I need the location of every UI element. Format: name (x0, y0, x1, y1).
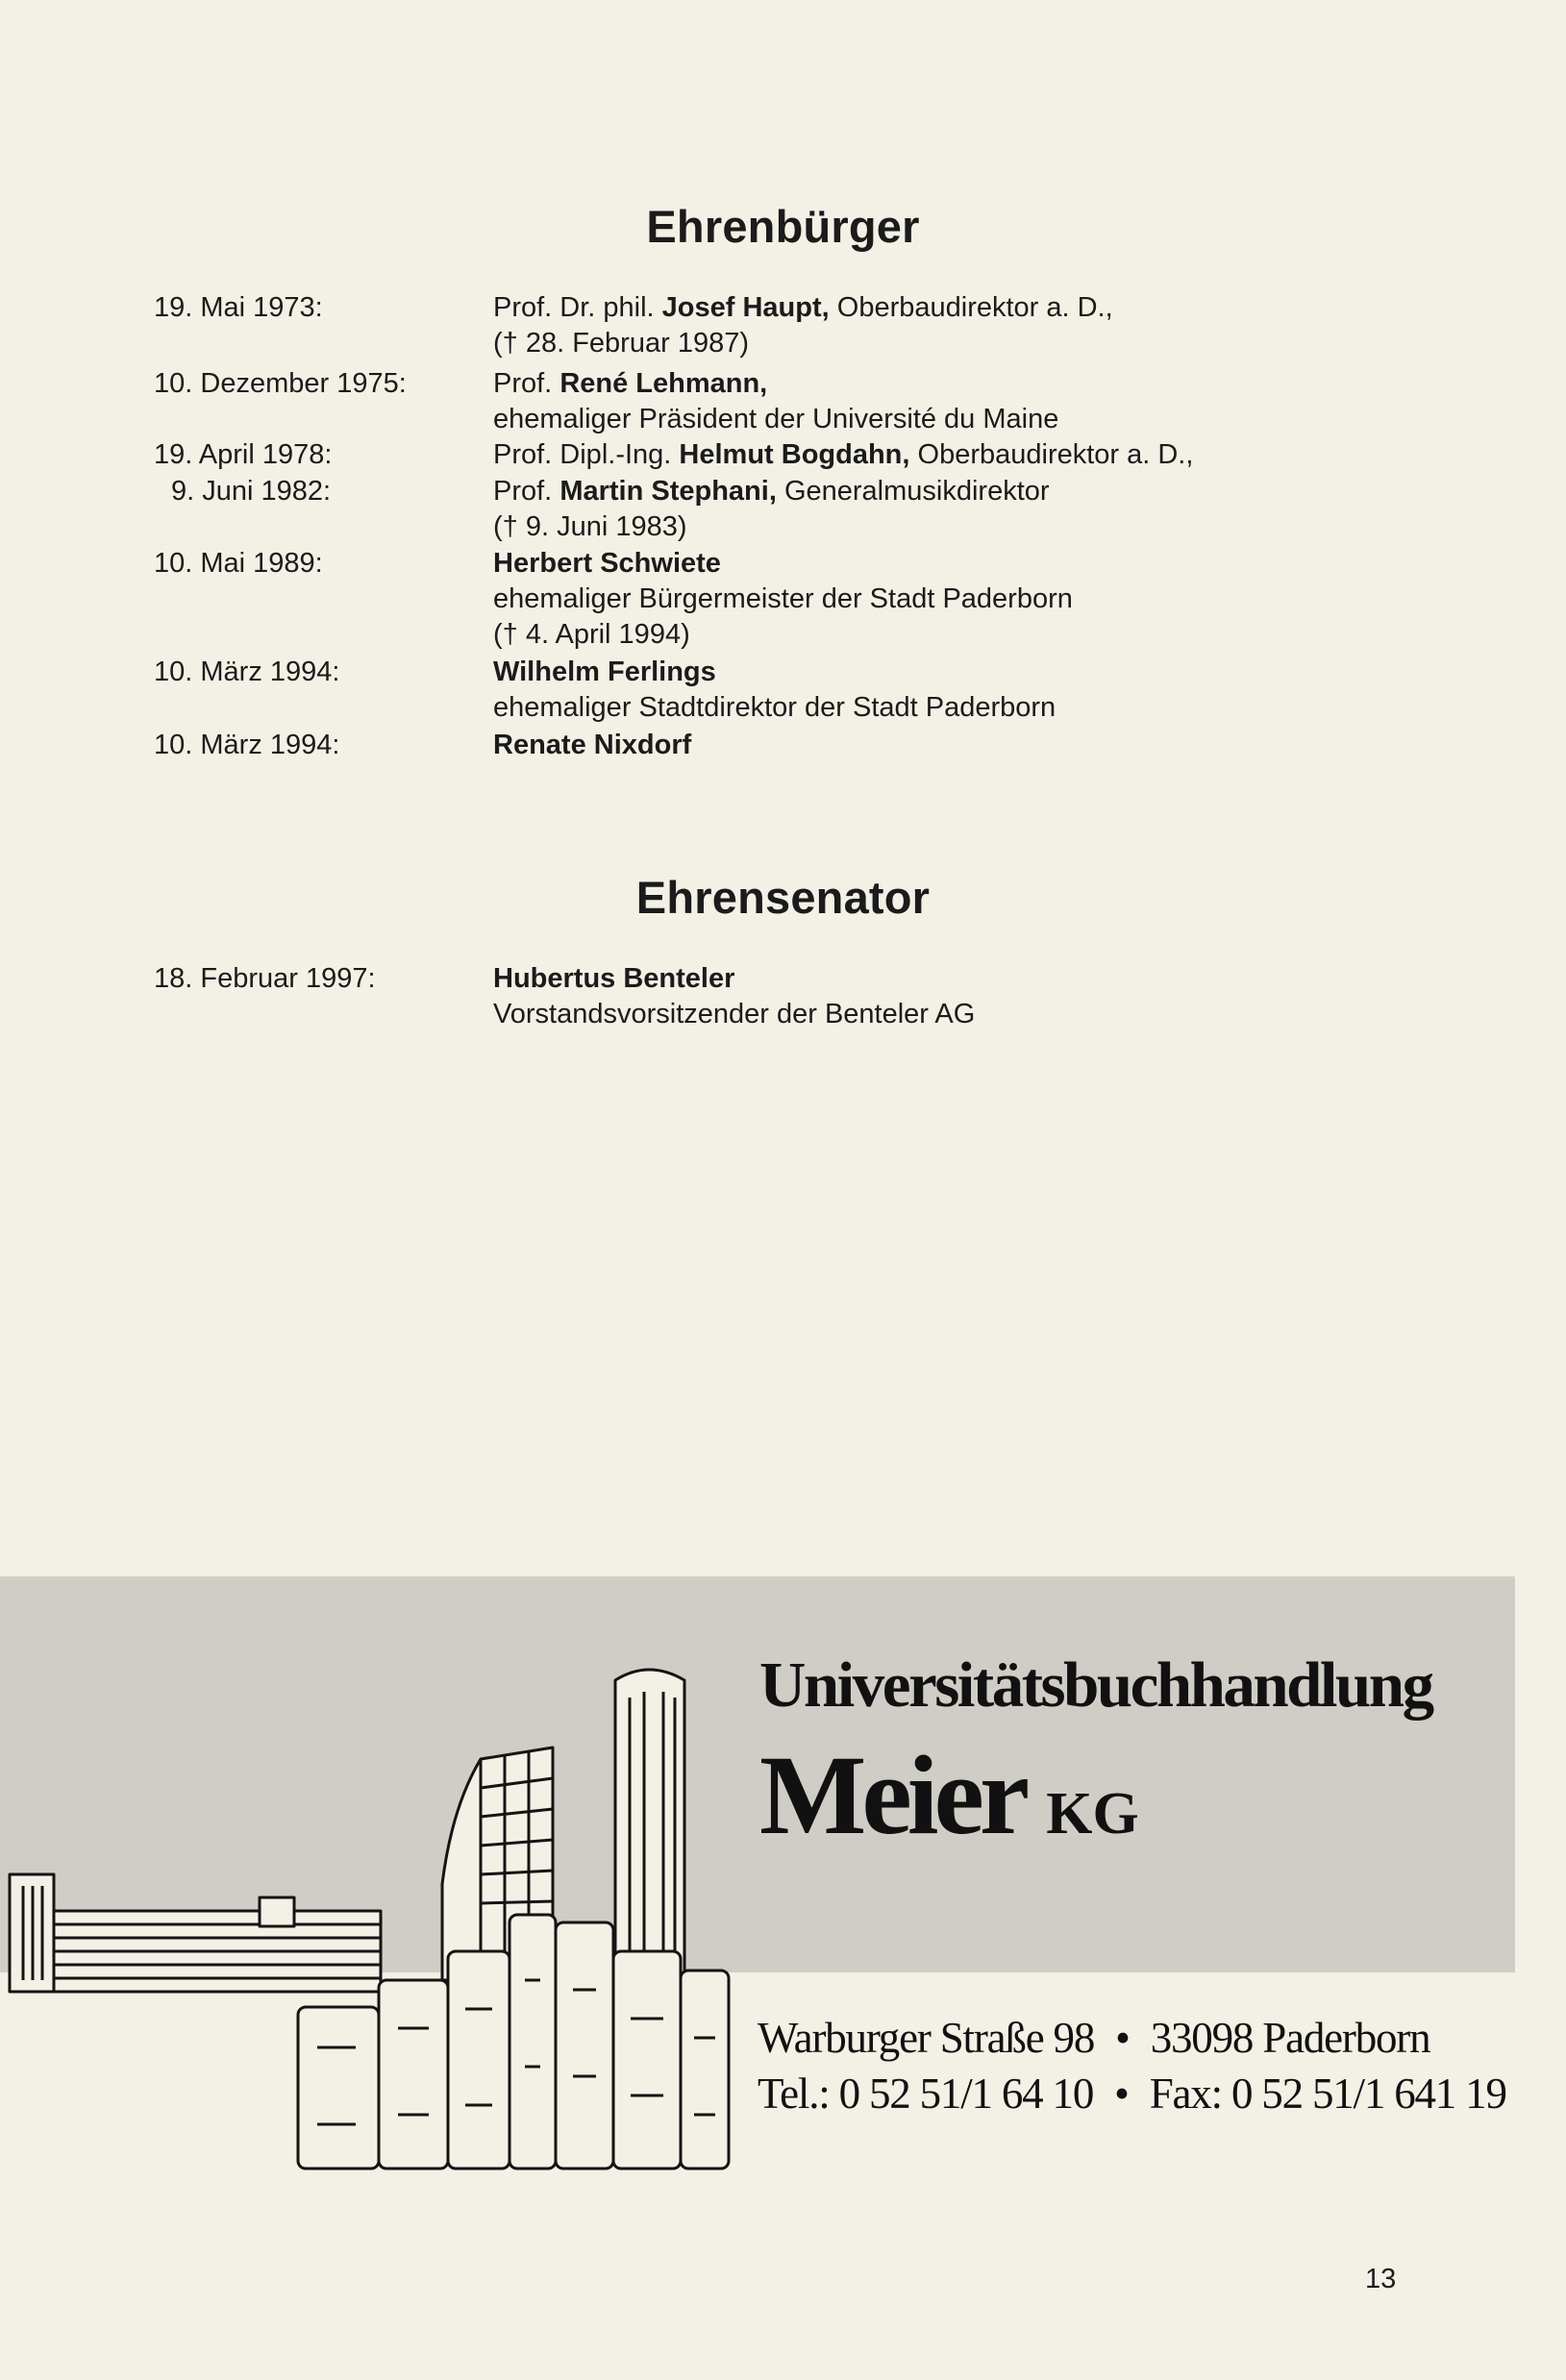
entry-line: († 9. Juni 1983) (493, 511, 687, 542)
entry-line: ehemaliger Bürgermeister der Stadt Paderborn (493, 583, 1073, 614)
entry-line: Prof. René Lehmann, (493, 368, 768, 399)
advert-company-suffix: KG (1046, 1781, 1139, 1847)
advert-phone-fax: Tel.: 0 52 51/1 64 10 • Fax: 0 52 51/1 641 19 (758, 2070, 1506, 2118)
entry-line: Wilhelm Ferlings (493, 657, 716, 687)
entry-description (493, 290, 1454, 361)
entry-description (493, 961, 1454, 1032)
advert-address: Warburger Straße 98 • 33098 Paderborn (758, 2014, 1430, 2062)
entry-description (493, 437, 1454, 473)
entry-line: Hubertus Benteler (493, 963, 735, 994)
entry-date: 10. März 1994: (154, 657, 340, 687)
entry-line: Herbert Schwiete (493, 548, 721, 579)
entry-description (493, 728, 1454, 763)
entry-date: 19. April 1978: (154, 439, 333, 470)
entry-line: ehemaliger Präsident der Université du Maine (493, 404, 1059, 434)
heading-ehrenbuerger: Ehrenbürger (646, 201, 920, 252)
entry-date: 10. März 1994: (154, 730, 340, 760)
entry-line: Prof. Martin Stephani, Generalmusikdirektor (493, 476, 1050, 507)
entry-date: 10. Mai 1989: (154, 548, 323, 579)
advert-title: Universitätsbuchhandlung (759, 1649, 1432, 1721)
entry-description (493, 366, 1454, 437)
entry-description (493, 474, 1454, 545)
books-building-illustration-icon (0, 1663, 750, 2182)
entry-line: ehemaliger Stadtdirektor der Stadt Paderborn (493, 692, 1056, 723)
entry-line: († 28. Februar 1987) (493, 328, 749, 359)
entry-line: Vorstandsvorsitzender der Benteler AG (493, 999, 976, 1029)
entry-date: 18. Februar 1997: (154, 963, 376, 994)
entry-date: 19. Mai 1973: (154, 292, 323, 323)
entry-line: († 4. April 1994) (493, 619, 690, 650)
entry-date: 10. Dezember 1975: (154, 368, 407, 399)
entry-date: 9. Juni 1982: (171, 476, 332, 507)
entry-description (493, 546, 1454, 653)
entry-line: Prof. Dr. phil. Josef Haupt, Oberbaudirektor a. D., (493, 292, 1113, 323)
entry-line: Prof. Dipl.-Ing. Helmut Bogdahn, Oberbaudirektor a. D., (493, 439, 1194, 470)
entry-line: Renate Nixdorf (493, 730, 692, 760)
entry-description (493, 655, 1454, 726)
page-number: 13 (1365, 2264, 1397, 2294)
heading-ehrensenator: Ehrensenator (635, 872, 931, 923)
advert-company-name: Meier KG (759, 1732, 1139, 1858)
